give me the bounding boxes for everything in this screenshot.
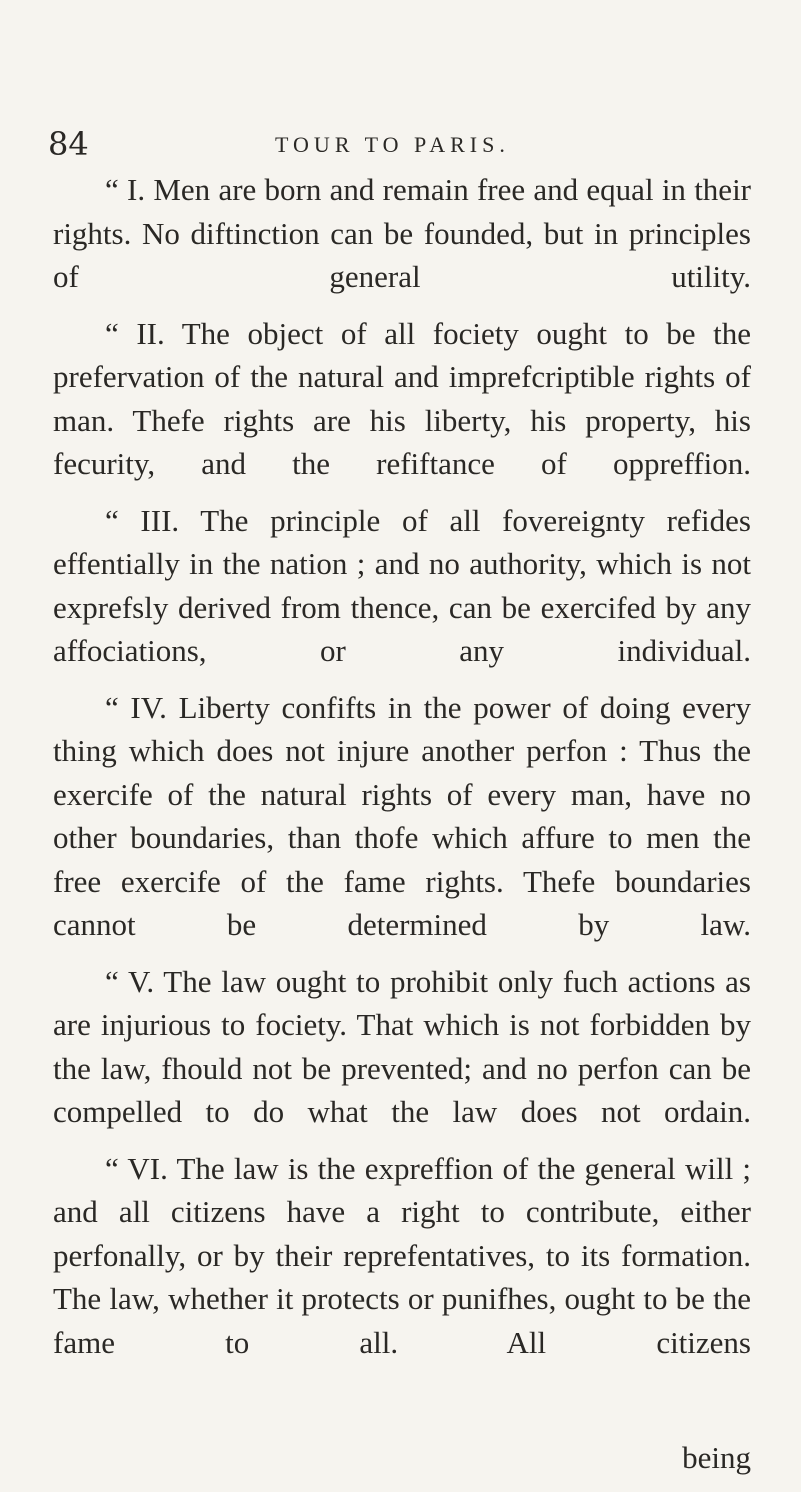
running-head: [48, 124, 668, 164]
catchword: being: [682, 1440, 751, 1475]
article-1-paragraph: “ I. Men are born and remain free and equal in their rights. No diftinction can be founded, but in principles of general utility.: [53, 172, 751, 294]
article-2-paragraph: “ II. The object of all fociety ought to be the prefervation of the natural and imprefcriptible rights of man. Thefe rights are his liberty, his property, his fecurity, and the refiftance of oppreffion.: [53, 315, 751, 481]
page-number: 84: [48, 125, 89, 163]
running-title: TOUR TO PARIS.: [275, 132, 510, 157]
article-4-paragraph: “ IV. Liberty confifts in the power of doing every thing which does not injure another perfon : Thus the exercife of the natural rights of every man, have no other boundaries, than thofe which affure to men the free exercife of the fame rights. Thefe boundaries cannot be determined by law.: [53, 689, 751, 942]
body-text: [53, 168, 751, 1364]
article-3-paragraph: “ III. The principle of all fovereignty refides effentially in the nation ; and no authority, which is not exprefsly derived from thence, can be exercifed by any affociations, or any individual.: [53, 502, 751, 668]
article-5-paragraph: “ V. The law ought to prohibit only fuch actions as are injurious to fociety. That which is not forbidden by the law, fhould not be prevented; and no perfon can be compelled to do what the law does not ordain.: [53, 963, 751, 1129]
article-6-paragraph: “ VI. The law is the expreffion of the general will ; and all citizens have a right to contribute, either perfonally, or by their reprefentatives, to its formation. The law, whether it protects or punifhes, ought to be the fame to all. All citizens: [53, 1150, 751, 1360]
